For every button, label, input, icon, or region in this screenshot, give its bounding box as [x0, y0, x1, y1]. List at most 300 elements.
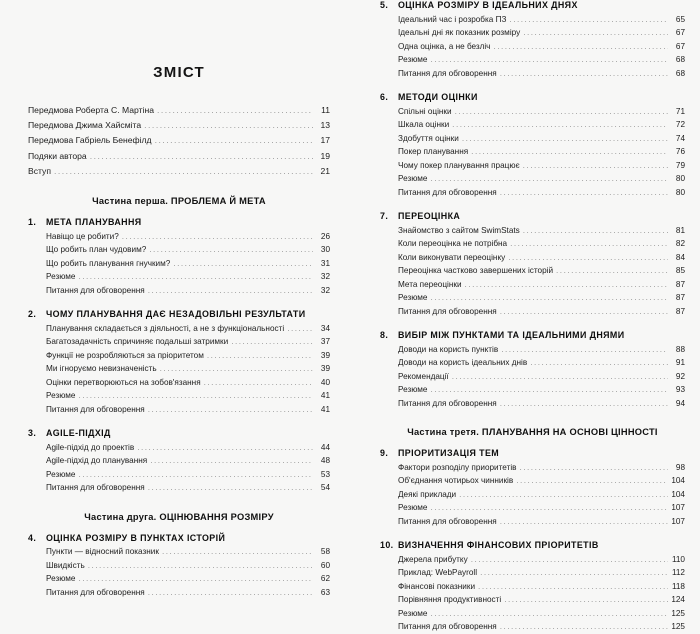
toc-entry-label: Чому покер планування працює: [398, 160, 520, 170]
toc-page-number: 91: [675, 358, 685, 367]
right-chapters-part-two: [380, 0, 685, 410]
toc-entry-label: Об'єднання чотирьох чинників: [398, 476, 514, 485]
toc-leader-dots: [501, 347, 668, 356]
toc-column-right: [350, 0, 700, 631]
toc-chapter: [380, 448, 685, 528]
toc-leader-dots: [471, 557, 668, 566]
toc-chapter-heading[interactable]: [28, 428, 330, 438]
toc-page-number: 94: [675, 398, 685, 408]
toc-leader-dots: [471, 150, 668, 159]
toc-chapter-entries: [380, 13, 685, 81]
toc-entry[interactable]: [398, 553, 685, 567]
toc-entry[interactable]: [398, 159, 685, 173]
toc-entry-label: Фінансові показники: [398, 581, 476, 591]
toc-page-number: 39: [320, 350, 330, 360]
toc-leader-dots: [148, 486, 313, 495]
toc-page-number: 85: [675, 266, 685, 275]
toc-chapter-entries: [380, 553, 685, 634]
toc-entry[interactable]: [398, 53, 685, 67]
toc-entry[interactable]: [28, 133, 330, 148]
toc-leader-dots: [452, 374, 668, 383]
toc-leader-dots: [465, 282, 668, 291]
toc-leader-dots: [137, 445, 313, 454]
toc-chapter-number: 1.: [28, 217, 37, 228]
toc-leader-dots: [500, 401, 668, 410]
toc-entry[interactable]: [46, 468, 330, 482]
toc-entry-label: Резюме: [46, 272, 76, 282]
toc-page-number: 107: [671, 503, 685, 512]
toc-chapter-entries: [380, 105, 685, 200]
toc-page-number: 11: [321, 105, 330, 115]
toc-entry[interactable]: [398, 237, 685, 251]
toc-page-number: 80: [675, 174, 685, 183]
toc-entry[interactable]: [398, 474, 685, 488]
toc-page-number: 76: [675, 147, 685, 156]
toc-page-number: 48: [320, 456, 330, 466]
toc-page-number: 32: [320, 272, 330, 282]
toc-entry-label: Рекомендації: [398, 371, 449, 381]
toc-entry[interactable]: [398, 132, 685, 146]
toc-entry-label: Пункти — відносний показник: [46, 547, 159, 557]
toc-leader-dots: [510, 242, 668, 251]
toc-leader-dots: [122, 234, 313, 243]
toc-entry[interactable]: [398, 251, 685, 265]
toc-chapter-entries: [380, 343, 685, 411]
toc-page-number: 40: [320, 377, 330, 387]
toc-entry[interactable]: [398, 607, 685, 621]
toc-leader-dots: [78, 472, 313, 481]
toc-leader-dots: [430, 296, 668, 305]
toc-page-number: 13: [320, 120, 330, 131]
toc-entry-label: Порівняння продуктивності: [398, 595, 502, 604]
toc-chapter-heading[interactable]: [380, 540, 685, 550]
toc-entry-label: Резюме: [398, 385, 428, 394]
toc-leader-dots: [430, 506, 668, 515]
toc-leader-dots: [155, 140, 313, 149]
toc-leader-dots: [148, 288, 313, 297]
toc-page-number: 67: [675, 41, 685, 51]
toc-chapter-number: 10.: [380, 540, 394, 550]
toc-page-number: 110: [671, 554, 685, 564]
toc-entry-label: Планування складається з діяльності, а не з функціональності: [46, 323, 285, 333]
toc-page-number: 17: [320, 135, 330, 146]
toc-page-number: 112: [671, 568, 685, 577]
toc-leader-dots: [148, 407, 313, 416]
toc-leader-dots: [231, 340, 313, 349]
toc-leader-dots: [500, 519, 668, 528]
toc-entry[interactable]: [398, 186, 685, 200]
toc-entry[interactable]: [28, 118, 330, 133]
toc-entry-label: Резюме: [398, 608, 428, 618]
toc-leader-dots: [160, 367, 313, 376]
toc-chapter-heading[interactable]: [380, 330, 685, 340]
toc-chapter-title: ОЦІНКА РОЗМІРУ В ПУНКТАХ ІСТОРІЙ: [46, 532, 226, 543]
toc-page-number: 79: [675, 160, 685, 170]
toc-leader-dots: [459, 492, 668, 501]
toc-chapter: [380, 0, 685, 80]
toc-entry[interactable]: [46, 376, 330, 390]
toc-page-number: 34: [320, 323, 330, 333]
toc-chapter: [380, 211, 685, 318]
toc-page-number: 31: [320, 258, 330, 268]
toc-leader-dots: [516, 479, 668, 488]
toc-chapter-number: 5.: [380, 0, 389, 10]
toc-entry[interactable]: [398, 26, 685, 40]
toc-leader-dots: [144, 124, 313, 133]
toc-entry-label: Деякі приклади: [398, 489, 457, 499]
toc-entry[interactable]: [46, 572, 330, 586]
toc-page-number: 125: [671, 622, 685, 631]
toc-column-left: [0, 0, 350, 597]
toc-entry[interactable]: [46, 243, 330, 257]
toc-page-number: 71: [675, 106, 685, 116]
toc-chapter-heading[interactable]: [380, 211, 685, 221]
toc-leader-dots: [500, 309, 668, 318]
toc-leader-dots: [287, 326, 313, 335]
toc-entry[interactable]: [46, 257, 330, 271]
toc-entry[interactable]: [398, 501, 685, 515]
toc-entry-label: Фактори розподілу приоритетів: [398, 462, 517, 472]
toc-page-number: 67: [675, 28, 685, 37]
toc-page-number: 30: [320, 245, 330, 255]
toc-entry-label: Резюме: [398, 174, 428, 183]
toc-page-number: 81: [675, 225, 685, 235]
toc-entry[interactable]: [46, 454, 330, 468]
toc-entry[interactable]: [46, 362, 330, 376]
toc-entry[interactable]: [398, 461, 685, 475]
toc-entry-label: Коли переоцінка не потрібна: [398, 239, 508, 248]
toc-entry-label: Ми ігноруємо невизначеність: [46, 364, 157, 374]
toc-leader-dots: [149, 248, 313, 257]
toc-entry-label: Доводи на користь ідеальних днів: [398, 358, 528, 367]
toc-chapter-title: ПРІОРИТИЗАЦІЯ ТЕМ: [398, 448, 500, 458]
toc-chapter-number: 3.: [28, 428, 37, 439]
toc-leader-dots: [504, 598, 668, 607]
toc-leader-dots: [523, 228, 668, 237]
toc-page-number: 41: [320, 391, 330, 401]
toc-page-number: 63: [320, 587, 330, 597]
toc-entry-label: Agile-підхід до проектів: [46, 442, 135, 452]
toc-entry-label: Переоцінка частково завершених історій: [398, 266, 554, 275]
toc-page-number: 72: [675, 120, 685, 129]
toc-entry[interactable]: [398, 397, 685, 411]
toc-leader-dots: [523, 163, 668, 172]
toc-chapter-heading[interactable]: [28, 309, 330, 319]
toc-entry-label: Доводи на користь пунктів: [398, 344, 499, 354]
toc-page-number: 107: [671, 516, 685, 526]
toc-page-number: 87: [675, 306, 685, 316]
toc-entry[interactable]: [46, 481, 330, 495]
toc-entry-label: Питання для обговорення: [46, 404, 145, 414]
toc-entry-label: Ідеальні дні як показник розміру: [398, 28, 521, 37]
toc-entry-label: Шкала оцінки: [398, 120, 450, 129]
toc-leader-dots: [78, 275, 313, 284]
toc-page-number: 88: [675, 344, 685, 354]
toc-leader-dots: [173, 261, 313, 270]
toc-entry-label: Резюме: [398, 293, 428, 302]
toc-entry[interactable]: [46, 586, 330, 600]
toc-entry-label: Питання для обговорення: [398, 398, 497, 408]
toc-leader-dots: [150, 459, 313, 468]
toc-chapter-title: AGILE-ПІДХІД: [46, 428, 111, 439]
toc-page-number: 92: [675, 371, 685, 381]
toc-page-number: 104: [671, 476, 685, 485]
toc-page-number: 124: [671, 595, 685, 604]
toc-page-number: 118: [671, 581, 685, 591]
toc-leader-dots: [500, 190, 668, 199]
toc-page-number: 32: [320, 285, 330, 295]
toc-entry[interactable]: [46, 441, 330, 455]
toc-leader-dots: [148, 590, 313, 599]
toc-leader-dots: [493, 44, 668, 53]
toc-chapter-number: 6.: [380, 92, 389, 102]
toc-chapter: [28, 309, 330, 416]
toc-leader-dots: [500, 71, 668, 80]
toc-leader-dots: [519, 465, 668, 474]
toc-entry[interactable]: [46, 349, 330, 363]
toc-leader-dots: [78, 394, 313, 403]
toc-entry-label: Коли виконувати переоцінку: [398, 252, 506, 262]
toc-entry-label: Ідеальний час і розробка ПЗ: [398, 14, 507, 24]
toc-leader-dots: [78, 577, 313, 586]
part-heading-three: Частина третя. ПЛАНУВАННЯ НА ОСНОВІ ЦІННОСТІ: [407, 427, 658, 437]
toc-page-number: 80: [675, 187, 685, 197]
toc-chapter: [380, 540, 685, 634]
toc-page-number: 41: [320, 404, 330, 414]
toc-entry[interactable]: [398, 13, 685, 27]
toc-entry[interactable]: [398, 593, 685, 607]
toc-entry[interactable]: [46, 403, 330, 417]
toc-entry-label: Мета переоцінки: [398, 279, 462, 289]
toc-entry-label: Що робить план чудовим?: [46, 245, 147, 255]
toc-leader-dots: [452, 123, 668, 132]
left-chapters-part-one: [28, 217, 330, 495]
toc-chapter: [380, 92, 685, 199]
part-heading-two: Частина друга. ОЦІНЮВАННЯ РОЗМІРУ: [84, 511, 274, 522]
toc-entry[interactable]: [398, 305, 685, 319]
toc-page-number: 84: [675, 252, 685, 262]
toc-entry-label: Передмова Роберта С. Мартіна: [28, 105, 154, 115]
toc-entry-label: Резюме: [398, 55, 428, 64]
toc-entry-label: Agile-підхід до планування: [46, 456, 148, 466]
toc-chapter-entries: [28, 441, 330, 495]
toc-entry-label: Питання для обговорення: [398, 68, 497, 78]
toc-leader-dots: [480, 571, 668, 580]
toc-entry[interactable]: [398, 383, 685, 397]
toc-chapter-number: 4.: [28, 532, 37, 543]
toc-chapter-title: ОЦІНКА РОЗМІРУ В ІДЕАЛЬНИХ ДНЯХ: [398, 0, 578, 10]
toc-chapter-number: 7.: [380, 211, 389, 221]
toc-entry-label: Що робить планування гнучким?: [46, 258, 171, 268]
toc-leader-dots: [430, 177, 668, 186]
toc-chapter-entries: [28, 322, 330, 417]
toc-page-number: 19: [320, 150, 330, 161]
toc-page-number: 74: [675, 133, 685, 143]
toc-chapter-number: 8.: [380, 330, 389, 340]
toc-chapter: [28, 217, 330, 297]
toc-entry-label: Резюме: [46, 469, 76, 479]
toc-leader-dots: [530, 361, 668, 370]
toc-leader-dots: [430, 58, 668, 67]
toc-chapter: [380, 330, 685, 410]
toc-leader-dots: [157, 109, 313, 118]
toc-entry[interactable]: [46, 389, 330, 403]
toc-chapter-title: МЕТА ПЛАНУВАННЯ: [46, 217, 142, 228]
toc-leader-dots: [462, 136, 668, 145]
toc-leader-dots: [508, 255, 668, 264]
toc-leader-dots: [430, 388, 668, 397]
toc-leader-dots: [523, 31, 668, 40]
toc-entry[interactable]: [398, 278, 685, 292]
toc-entry-label: Питання для обговорення: [46, 587, 145, 597]
toc-entry-label: Питання для обговорення: [398, 622, 497, 631]
toc-page-number: 58: [320, 547, 330, 557]
toc-leader-dots: [90, 155, 313, 164]
toc-leader-dots: [478, 584, 668, 593]
toc-leader-dots: [500, 625, 668, 634]
toc-chapter-title: МЕТОДИ ОЦІНКИ: [398, 92, 478, 102]
toc-leader-dots: [556, 269, 668, 278]
toc-entry[interactable]: [398, 145, 685, 159]
toc-entry[interactable]: [46, 230, 330, 244]
toc-chapter-entries: [380, 224, 685, 319]
toc-entry[interactable]: [398, 105, 685, 119]
toc-page-number: 60: [320, 560, 330, 570]
toc-entry[interactable]: [398, 264, 685, 278]
toc-entry-label: Подяки автора: [28, 150, 87, 161]
toc-entry-label: Питання для обговорення: [46, 483, 145, 493]
toc-entry[interactable]: [46, 322, 330, 336]
toc-leader-dots: [207, 353, 313, 362]
toc-entry-label: Резюме: [46, 391, 76, 401]
toc-entry[interactable]: [398, 515, 685, 529]
toc-leader-dots: [204, 380, 313, 389]
toc-chapter-heading[interactable]: [380, 0, 685, 10]
toc-page-number: 104: [671, 489, 685, 499]
toc-entry[interactable]: [28, 149, 330, 164]
toc-entry[interactable]: [398, 172, 685, 186]
toc-entry-label: Багатозадачність спричиняє подальші затримки: [46, 337, 229, 347]
toc-entry-label: Покер планування: [398, 147, 469, 156]
toc-entry[interactable]: [398, 356, 685, 370]
toc-page-number: 37: [320, 337, 330, 347]
toc-page-number: 93: [675, 385, 685, 394]
toc-entry-label: Питання для обговорення: [46, 285, 145, 295]
toc-entry[interactable]: [398, 566, 685, 580]
toc-entry[interactable]: [398, 118, 685, 132]
toc-entry-label: Оцінки перетворюються на зобов'язання: [46, 377, 201, 387]
toc-entry-label: Спільні оцінки: [398, 106, 452, 116]
toc-page-number: 68: [675, 55, 685, 64]
toc-chapter-heading[interactable]: [380, 448, 685, 458]
right-chapters-part-three: [380, 448, 685, 634]
toc-page-number: 98: [675, 462, 685, 472]
toc-chapter-number: 2.: [28, 309, 37, 320]
toc-chapter-heading[interactable]: [380, 92, 685, 102]
toc-chapter: [28, 533, 330, 600]
toc-leader-dots: [54, 170, 313, 179]
toc-chapter-heading[interactable]: [28, 217, 330, 227]
toc-entry-label: Приклад: WebPayroll: [398, 568, 478, 577]
toc-chapter-entries: [28, 545, 330, 599]
toc-entry-label: Навіщо це робити?: [46, 231, 119, 241]
toc-page-number: 125: [671, 608, 685, 618]
toc-entry-label: Вступ: [28, 165, 52, 176]
toc-entry-label: Знайомство з сайтом SwimStats: [398, 225, 520, 235]
toc-entry[interactable]: [398, 488, 685, 502]
toc-entry[interactable]: [398, 224, 685, 238]
toc-leader-dots: [509, 17, 668, 26]
toc-entry-label: Питання для обговорення: [398, 306, 497, 316]
toc-entry-label: Резюме: [46, 574, 76, 584]
toc-page-number: 68: [675, 68, 685, 78]
toc-leader-dots: [162, 550, 313, 559]
part-heading-one: Частина перша. ПРОБЛЕМА Й МЕТА: [92, 196, 266, 207]
toc-entry[interactable]: [398, 40, 685, 54]
toc-page-number: 82: [675, 239, 685, 248]
toc-chapter-title: ВИБІР МІЖ ПУНКТАМИ ТА ІДЕАЛЬНИМИ ДНЯМИ: [398, 330, 625, 340]
toc-chapter-title: ПЕРЕОЦІНКА: [398, 211, 461, 221]
toc-entry[interactable]: [398, 370, 685, 384]
toc-entry[interactable]: [46, 335, 330, 349]
toc-page-number: 44: [320, 442, 330, 452]
toc-leader-dots: [88, 563, 313, 572]
toc-entry-label: Передмова Джима Хайсміта: [28, 120, 142, 131]
toc-page-number: 39: [320, 364, 330, 374]
toc-chapter-entries: [380, 461, 685, 529]
toc-chapter-title: ВИЗНАЧЕННЯ ФІНАНСОВИХ ПРІОРИТЕТІВ: [398, 540, 599, 550]
toc-entry[interactable]: [46, 545, 330, 559]
toc-entry[interactable]: [398, 67, 685, 81]
toc-leader-dots: [455, 109, 668, 118]
toc-entry[interactable]: [398, 580, 685, 594]
toc-chapter-heading[interactable]: [28, 533, 330, 543]
toc-entry-label: Одна оцінка, а не безліч: [398, 41, 491, 51]
toc-page-number: 21: [320, 165, 330, 176]
toc-entry[interactable]: [28, 164, 330, 179]
toc-entry-label: Джерела прибутку: [398, 554, 468, 564]
toc-entry[interactable]: [398, 291, 685, 305]
toc-page-number: 62: [320, 574, 330, 584]
toc-chapter: [28, 428, 330, 495]
toc-entry-label: Резюме: [398, 503, 428, 512]
toc-page-number: 54: [320, 483, 330, 493]
toc-entry[interactable]: [28, 103, 330, 118]
toc-entry[interactable]: [398, 343, 685, 357]
toc-entry[interactable]: [46, 284, 330, 298]
toc-page-number: 26: [320, 231, 330, 241]
toc-entry-label: Питання для обговорення: [398, 187, 497, 197]
page-title: ЗМІСТ: [153, 64, 205, 81]
toc-entry[interactable]: [398, 620, 685, 634]
toc-page-number: 87: [675, 293, 685, 302]
toc-entry-label: Питання для обговорення: [398, 516, 497, 526]
toc-entry-label: Здобуття оцінки: [398, 133, 459, 143]
toc-chapter-number: 9.: [380, 448, 389, 458]
toc-chapter-entries: [28, 230, 330, 298]
toc-page-number: 65: [675, 14, 685, 24]
toc-entry[interactable]: [46, 270, 330, 284]
toc-entry[interactable]: [46, 559, 330, 573]
toc-entry-label: Швидкість: [46, 560, 85, 570]
toc-entry-label: Функції не розробляються за пріоритетом: [46, 350, 204, 360]
toc-page-number: 87: [675, 279, 685, 289]
toc-leader-dots: [430, 611, 668, 620]
toc-chapter-title: ЧОМУ ПЛАНУВАННЯ ДАЄ НЕЗАДОВІЛЬНІ РЕЗУЛЬТАТИ: [46, 309, 306, 320]
front-matter-list: [28, 103, 330, 179]
left-chapters-part-two: [28, 533, 330, 600]
toc-entry-label: Передмова Габріель Бенефілд: [28, 135, 152, 146]
